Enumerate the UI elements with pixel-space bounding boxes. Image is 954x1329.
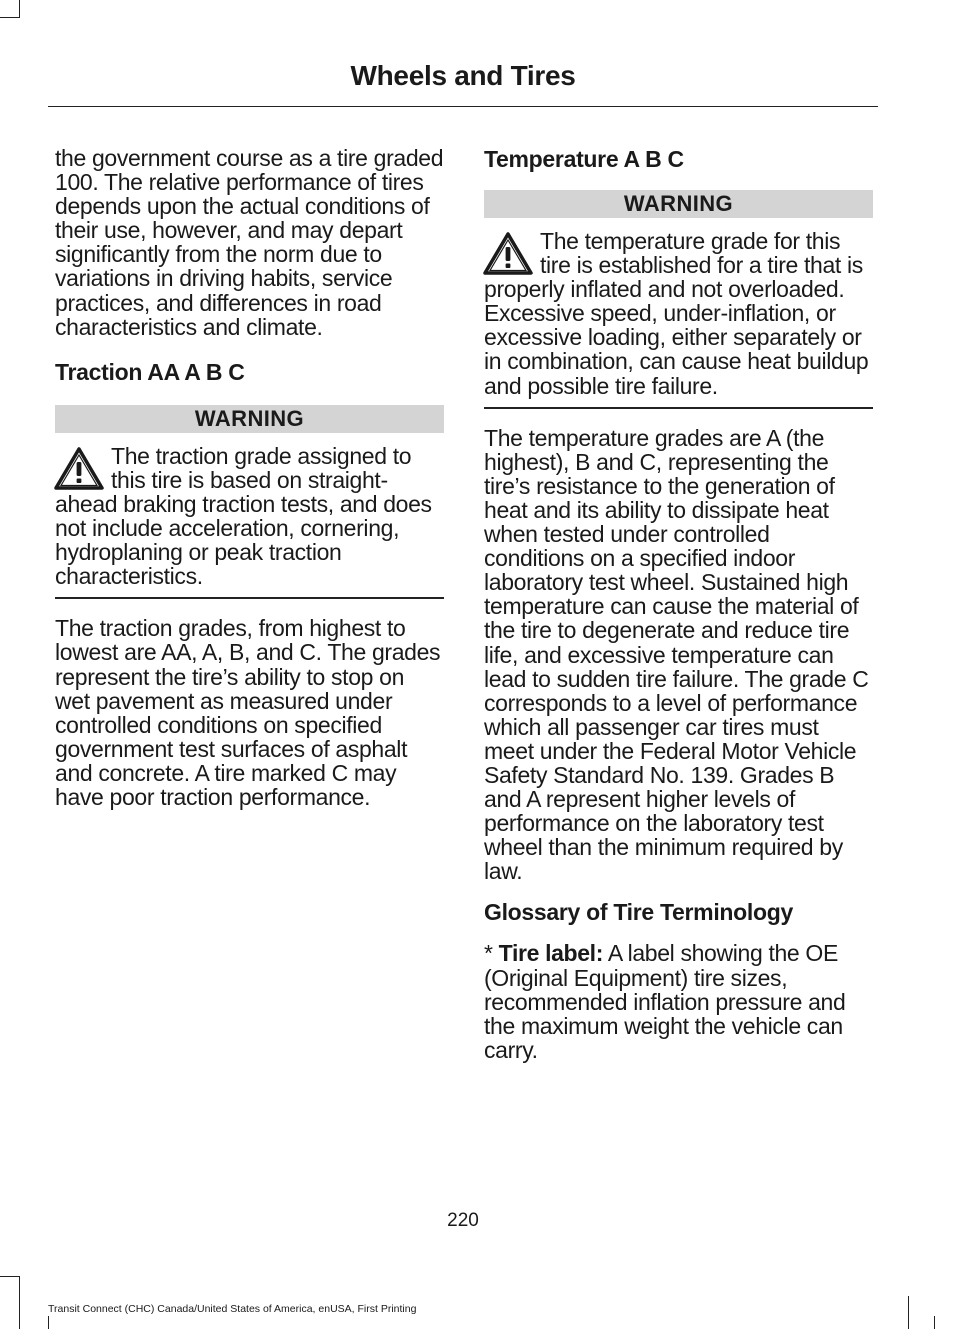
page-header-title: Wheels and Tires bbox=[350, 60, 576, 91]
warning-triangle-icon bbox=[482, 231, 534, 277]
crop-mark-top-left-vertical bbox=[19, 0, 20, 17]
glossary-item-tire-label bbox=[484, 941, 873, 1061]
traction-grades-paragraph: The traction grades, from highest to lowest are AA, A, B, and C. The grades represent the tire’s ability to stop on wet pavement as measured under controlled conditions on specified government test surfaces of asphalt and concrete. A tire marked C may have poor traction performance. bbox=[55, 615, 441, 810]
left-column bbox=[55, 146, 444, 809]
temperature-grades-paragraph: The temperature grades are A (the highest), B and C, representing the tire’s resistance to the generation of heat and its ability to dissipate heat when tested under controlled conditions on a specified indoor laboratory test wheel. Sustained high temperature can cause the material of the tire to degenerate and reduce tire life, and excessive temperature can lead to sudden tire failure. The grade C corresponds to a level of performance which all passenger car tires must meet under the Federal Motor Vehicle Safety Standard No. 139. Grades B and A represent higher levels of performance on the laboratory test wheel than the minimum required by law. bbox=[484, 424, 869, 885]
crop-mark-bottom-tick-2 bbox=[934, 1316, 935, 1329]
header-divider bbox=[48, 106, 878, 107]
temperature-warning-divider bbox=[484, 407, 873, 409]
glossary-item-term: Tire label: bbox=[498, 940, 604, 967]
temperature-heading: Temperature A B C bbox=[484, 146, 684, 172]
glossary-heading: Glossary of Tire Terminology bbox=[484, 899, 793, 926]
traction-warning-box bbox=[55, 433, 444, 589]
glossary-item-definition: A label showing the OE (Original Equipment) tire sizes, recommended inflation pressure and the maximum weight the vehicle can carry. bbox=[484, 940, 846, 1063]
traction-heading: Traction AA A B C bbox=[55, 358, 245, 385]
temperature-warning-label: WARNING bbox=[484, 190, 873, 218]
temperature-warning-box bbox=[484, 218, 873, 398]
footer-text: Transit Connect (CHC) Canada/United States of America, enUSA, First Printing bbox=[48, 1303, 417, 1315]
right-column bbox=[484, 146, 873, 1062]
crop-mark-bottom-left-vertical bbox=[19, 1276, 20, 1329]
crop-mark-bottom-left-horizontal bbox=[0, 1276, 20, 1277]
crop-mark-top-left-horizontal bbox=[0, 17, 20, 18]
intro-paragraph: the government course as a tire graded 100. The relative performance of tires depends upon the actual conditions of their use, however, and may depart significantly from the norm due to variations in driving habits, service practices, and differences in road characteristics and climate. bbox=[55, 145, 444, 340]
page-number: 220 bbox=[447, 1210, 479, 1231]
crop-mark-bottom-right-vertical bbox=[908, 1296, 909, 1329]
traction-warning-divider bbox=[55, 597, 444, 599]
traction-warning-text: The traction grade assigned to this tire is based on straight-ahead braking traction tests, and does not include acceleration, cornering, hydroplaning or peak traction characteristics. bbox=[55, 442, 432, 590]
glossary-item-prefix: * bbox=[484, 940, 499, 967]
traction-warning-label: WARNING bbox=[55, 405, 444, 433]
warning-triangle-icon bbox=[53, 446, 105, 492]
temperature-warning-text: The temperature grade for this tire is established for a tire that is properly inflated and not overloaded. Excessive speed, under-inflation, or excessive loading, either separately or in combination, can cause heat buildup and possible tire failure. bbox=[484, 228, 869, 399]
crop-mark-bottom-tick-1 bbox=[48, 1316, 49, 1329]
